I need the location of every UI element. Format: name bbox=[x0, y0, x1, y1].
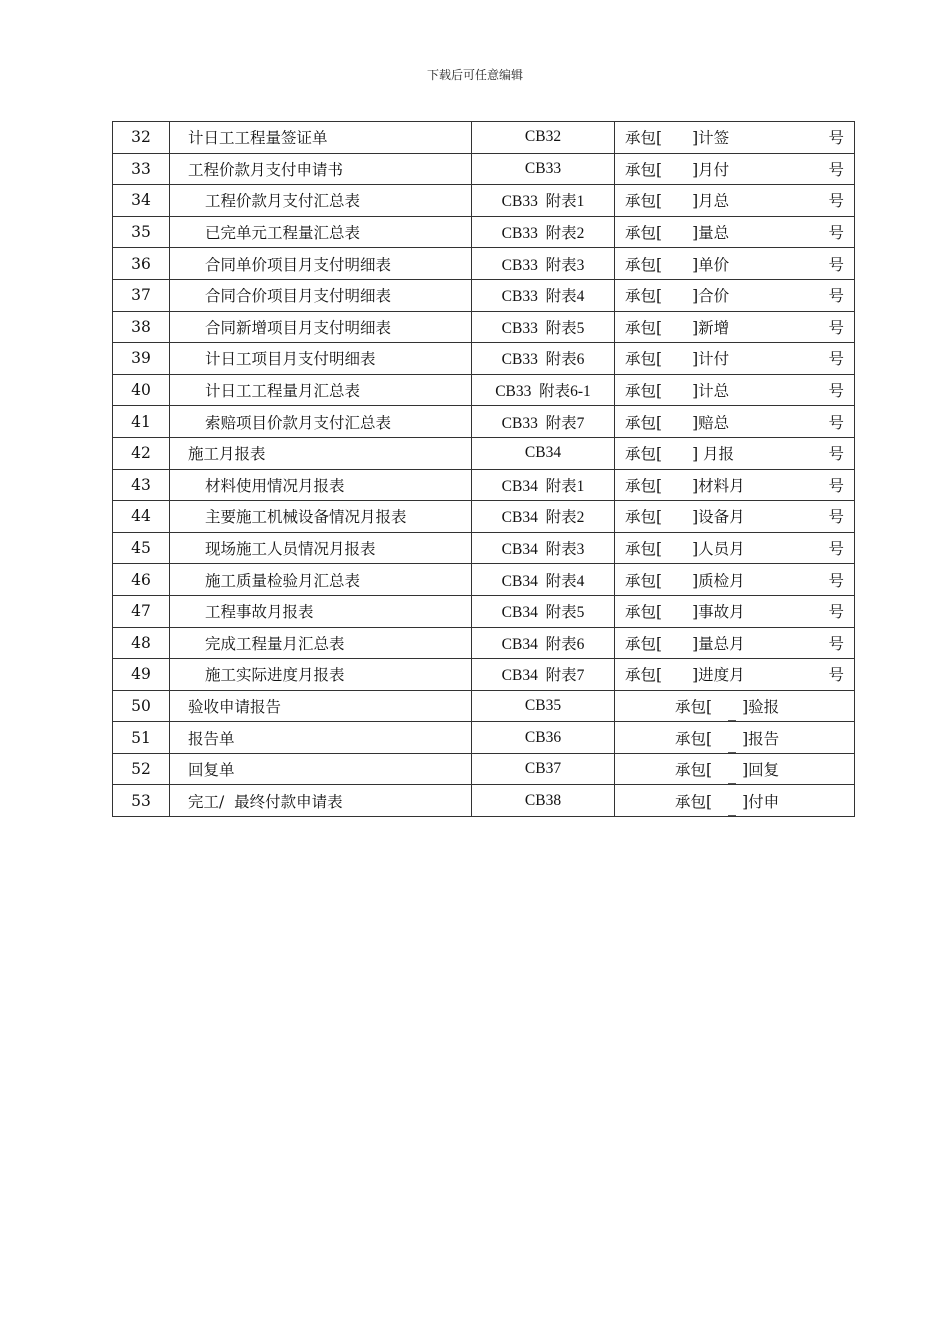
number-suffix: ]计总 bbox=[692, 382, 730, 401]
number-prefix: 承包[ bbox=[625, 571, 663, 590]
form-code: CB34 附表6 bbox=[472, 627, 615, 659]
number-prefix-group bbox=[625, 379, 729, 401]
number-hao: 号 bbox=[828, 350, 844, 369]
number-suffix: ]量总 bbox=[692, 224, 730, 243]
number-hao: 号 bbox=[828, 445, 844, 464]
row-number: 49 bbox=[113, 659, 170, 691]
form-name: 计日工工程量签证单 bbox=[170, 122, 472, 154]
number-prefix-group bbox=[625, 253, 729, 275]
number-suffix: ]验报 bbox=[742, 697, 780, 716]
number-hao: 号 bbox=[828, 413, 844, 432]
number-suffix: ]月总 bbox=[692, 192, 730, 211]
number-hao: 号 bbox=[828, 382, 844, 401]
document-number-format bbox=[615, 753, 855, 785]
number-prefix: 承包[ bbox=[625, 666, 663, 685]
form-code: CB35 bbox=[472, 690, 615, 722]
table-row bbox=[113, 216, 855, 248]
document-number-format bbox=[615, 722, 855, 754]
form-index-table bbox=[112, 121, 855, 817]
table-row bbox=[113, 722, 855, 754]
table-row bbox=[113, 153, 855, 185]
form-code: CB34 附表5 bbox=[472, 595, 615, 627]
number-prefix-group bbox=[625, 126, 729, 148]
number-suffix: ]合价 bbox=[692, 287, 730, 306]
form-code: CB33 附表4 bbox=[472, 279, 615, 311]
number-suffix: ]材料月 bbox=[692, 476, 745, 495]
number-hao: 号 bbox=[828, 571, 844, 590]
number-hao: 号 bbox=[828, 666, 844, 685]
form-code: CB32 bbox=[472, 122, 615, 154]
table-row bbox=[113, 437, 855, 469]
number-hao: 号 bbox=[828, 224, 844, 243]
number-suffix: ]质检月 bbox=[692, 571, 745, 590]
row-number: 48 bbox=[113, 627, 170, 659]
row-number: 38 bbox=[113, 311, 170, 343]
number-hao: 号 bbox=[828, 318, 844, 337]
row-number: 41 bbox=[113, 406, 170, 438]
form-name: 计日工项目月支付明细表 bbox=[170, 343, 472, 375]
number-hao: 号 bbox=[828, 603, 844, 622]
number-suffix: ]月付 bbox=[692, 160, 730, 179]
document-number-format bbox=[615, 690, 855, 722]
row-number: 37 bbox=[113, 279, 170, 311]
form-code: CB33 附表2 bbox=[472, 216, 615, 248]
form-code: CB34 附表3 bbox=[472, 532, 615, 564]
number-prefix-group bbox=[625, 189, 729, 211]
row-number: 43 bbox=[113, 469, 170, 501]
row-number: 47 bbox=[113, 595, 170, 627]
form-code: CB38 bbox=[472, 785, 615, 817]
form-name: 回复单 bbox=[170, 753, 472, 785]
number-prefix: 承包[ bbox=[625, 192, 663, 211]
row-number: 34 bbox=[113, 185, 170, 217]
number-prefix-group bbox=[625, 505, 745, 527]
number-prefix: 承包[ bbox=[625, 160, 663, 179]
number-prefix-group bbox=[625, 158, 729, 180]
document-number-format bbox=[615, 785, 855, 817]
document-number-format bbox=[615, 564, 855, 596]
table-row bbox=[113, 564, 855, 596]
form-name: 施工质量检验月汇总表 bbox=[170, 564, 472, 596]
table-row bbox=[113, 469, 855, 501]
number-suffix: ]事故月 bbox=[692, 603, 745, 622]
form-code: CB36 bbox=[472, 722, 615, 754]
number-prefix: 承包[ bbox=[625, 224, 663, 243]
number-suffix: ]量总月 bbox=[692, 634, 745, 653]
form-code: CB34 附表7 bbox=[472, 659, 615, 691]
table-row bbox=[113, 627, 855, 659]
document-number-format bbox=[615, 532, 855, 564]
form-code: CB33 附表5 bbox=[472, 311, 615, 343]
number-prefix: 承包[ bbox=[625, 445, 663, 464]
row-number: 42 bbox=[113, 437, 170, 469]
form-name: 报告单 bbox=[170, 722, 472, 754]
form-name: 合同单价项目月支付明细表 bbox=[170, 248, 472, 280]
document-number-format bbox=[615, 627, 855, 659]
table-row bbox=[113, 279, 855, 311]
number-suffix: ]新增 bbox=[692, 318, 730, 337]
document-number-format bbox=[615, 248, 855, 280]
table-row bbox=[113, 532, 855, 564]
document-number-format bbox=[615, 659, 855, 691]
form-code: CB33 附表6 bbox=[472, 343, 615, 375]
document-number-format bbox=[615, 595, 855, 627]
number-suffix: ]计付 bbox=[692, 350, 730, 369]
number-hao: 号 bbox=[828, 160, 844, 179]
number-suffix: ]回复 bbox=[742, 761, 780, 780]
number-suffix: ]计签 bbox=[692, 129, 730, 148]
form-name: 完成工程量月汇总表 bbox=[170, 627, 472, 659]
form-name: 完工/ 最终付款申请表 bbox=[170, 785, 472, 817]
number-prefix: 承包[ bbox=[625, 476, 663, 495]
number-prefix-group bbox=[675, 758, 779, 780]
row-number: 52 bbox=[113, 753, 170, 785]
number-prefix: 承包[ bbox=[625, 413, 663, 432]
document-number-format bbox=[615, 406, 855, 438]
form-name: 工程事故月报表 bbox=[170, 595, 472, 627]
table-row bbox=[113, 753, 855, 785]
number-suffix: ]人员月 bbox=[692, 540, 745, 559]
table-row bbox=[113, 374, 855, 406]
number-hao: 号 bbox=[828, 634, 844, 653]
document-number-format bbox=[615, 153, 855, 185]
form-code: CB33 附表3 bbox=[472, 248, 615, 280]
row-number: 33 bbox=[113, 153, 170, 185]
table-row bbox=[113, 595, 855, 627]
form-code: CB33 bbox=[472, 153, 615, 185]
table-row bbox=[113, 501, 855, 533]
form-name: 计日工工程量月汇总表 bbox=[170, 374, 472, 406]
form-code: CB33 附表1 bbox=[472, 185, 615, 217]
row-number: 44 bbox=[113, 501, 170, 533]
underline-mark bbox=[728, 815, 736, 816]
table-row bbox=[113, 343, 855, 375]
number-prefix-group bbox=[675, 790, 779, 812]
number-prefix: 承包[ bbox=[625, 382, 663, 401]
number-prefix-group bbox=[625, 474, 745, 496]
document-number-format bbox=[615, 501, 855, 533]
document-number-format bbox=[615, 437, 855, 469]
number-prefix: 承包[ bbox=[625, 318, 663, 337]
table-row bbox=[113, 122, 855, 154]
number-prefix: 承包[ bbox=[675, 697, 713, 716]
row-number: 53 bbox=[113, 785, 170, 817]
form-name: 主要施工机械设备情况月报表 bbox=[170, 501, 472, 533]
form-name: 合同新增项目月支付明细表 bbox=[170, 311, 472, 343]
row-number: 40 bbox=[113, 374, 170, 406]
row-number: 35 bbox=[113, 216, 170, 248]
page-header: 下载后可任意编辑 bbox=[426, 68, 523, 82]
table-row bbox=[113, 311, 855, 343]
number-suffix: ]付申 bbox=[742, 792, 780, 811]
number-prefix-group bbox=[625, 663, 745, 685]
row-number: 50 bbox=[113, 690, 170, 722]
document-number-format bbox=[615, 279, 855, 311]
number-hao: 号 bbox=[828, 192, 844, 211]
number-suffix: ]报告 bbox=[742, 729, 780, 748]
number-prefix-group bbox=[625, 632, 745, 654]
number-hao: 号 bbox=[828, 476, 844, 495]
form-name: 索赔项目价款月支付汇总表 bbox=[170, 406, 472, 438]
form-name: 工程价款月支付汇总表 bbox=[170, 185, 472, 217]
form-code: CB37 bbox=[472, 753, 615, 785]
number-prefix: 承包[ bbox=[625, 350, 663, 369]
form-code: CB34 bbox=[472, 437, 615, 469]
form-name: 合同合价项目月支付明细表 bbox=[170, 279, 472, 311]
number-prefix: 承包[ bbox=[625, 540, 663, 559]
form-name: 现场施工人员情况月报表 bbox=[170, 532, 472, 564]
number-suffix: ]进度月 bbox=[692, 666, 745, 685]
number-prefix-group bbox=[675, 695, 779, 717]
number-prefix-group bbox=[625, 284, 729, 306]
number-prefix: 承包[ bbox=[675, 761, 713, 780]
number-hao: 号 bbox=[828, 129, 844, 148]
number-prefix-group bbox=[625, 600, 745, 622]
number-prefix-group bbox=[625, 221, 729, 243]
document-number-format bbox=[615, 374, 855, 406]
number-hao: 号 bbox=[828, 255, 844, 274]
form-name: 施工月报表 bbox=[170, 437, 472, 469]
row-number: 45 bbox=[113, 532, 170, 564]
number-prefix-group bbox=[625, 316, 729, 338]
number-hao: 号 bbox=[828, 287, 844, 306]
form-code: CB34 附表1 bbox=[472, 469, 615, 501]
number-suffix: ]赔总 bbox=[692, 413, 730, 432]
row-number: 46 bbox=[113, 564, 170, 596]
document-number-format bbox=[615, 469, 855, 501]
row-number: 51 bbox=[113, 722, 170, 754]
number-hao: 号 bbox=[828, 508, 844, 527]
number-hao: 号 bbox=[828, 540, 844, 559]
form-name: 施工实际进度月报表 bbox=[170, 659, 472, 691]
document-number-format bbox=[615, 185, 855, 217]
number-prefix-group bbox=[675, 727, 779, 749]
form-name: 工程价款月支付申请书 bbox=[170, 153, 472, 185]
table-row bbox=[113, 785, 855, 817]
number-prefix: 承包[ bbox=[625, 287, 663, 306]
number-prefix-group bbox=[625, 537, 745, 559]
number-suffix: ]设备月 bbox=[692, 508, 745, 527]
form-name: 已完单元工程量汇总表 bbox=[170, 216, 472, 248]
number-prefix: 承包[ bbox=[625, 129, 663, 148]
number-prefix-group bbox=[625, 347, 729, 369]
row-number: 32 bbox=[113, 122, 170, 154]
table-row bbox=[113, 659, 855, 691]
form-name: 材料使用情况月报表 bbox=[170, 469, 472, 501]
number-suffix: ]单价 bbox=[692, 255, 730, 274]
number-prefix: 承包[ bbox=[675, 792, 713, 811]
number-prefix: 承包[ bbox=[625, 603, 663, 622]
table-body bbox=[113, 122, 855, 817]
form-code: CB33 附表6-1 bbox=[472, 374, 615, 406]
document-number-format bbox=[615, 311, 855, 343]
table-row bbox=[113, 248, 855, 280]
row-number: 39 bbox=[113, 343, 170, 375]
form-code: CB34 附表2 bbox=[472, 501, 615, 533]
form-code: CB33 附表7 bbox=[472, 406, 615, 438]
document-number-format bbox=[615, 122, 855, 154]
document-number-format bbox=[615, 343, 855, 375]
number-prefix-group bbox=[625, 569, 745, 591]
document-number-format bbox=[615, 216, 855, 248]
number-suffix: ] 月报 bbox=[692, 445, 735, 464]
number-prefix: 承包[ bbox=[675, 729, 713, 748]
table-row bbox=[113, 185, 855, 217]
row-number: 36 bbox=[113, 248, 170, 280]
form-code: CB34 附表4 bbox=[472, 564, 615, 596]
number-prefix-group bbox=[625, 411, 729, 433]
number-prefix: 承包[ bbox=[625, 255, 663, 274]
form-name: 验收申请报告 bbox=[170, 690, 472, 722]
table-row bbox=[113, 406, 855, 438]
table-row bbox=[113, 690, 855, 722]
number-prefix: 承包[ bbox=[625, 508, 663, 527]
number-prefix-group bbox=[625, 442, 734, 464]
number-prefix: 承包[ bbox=[625, 634, 663, 653]
